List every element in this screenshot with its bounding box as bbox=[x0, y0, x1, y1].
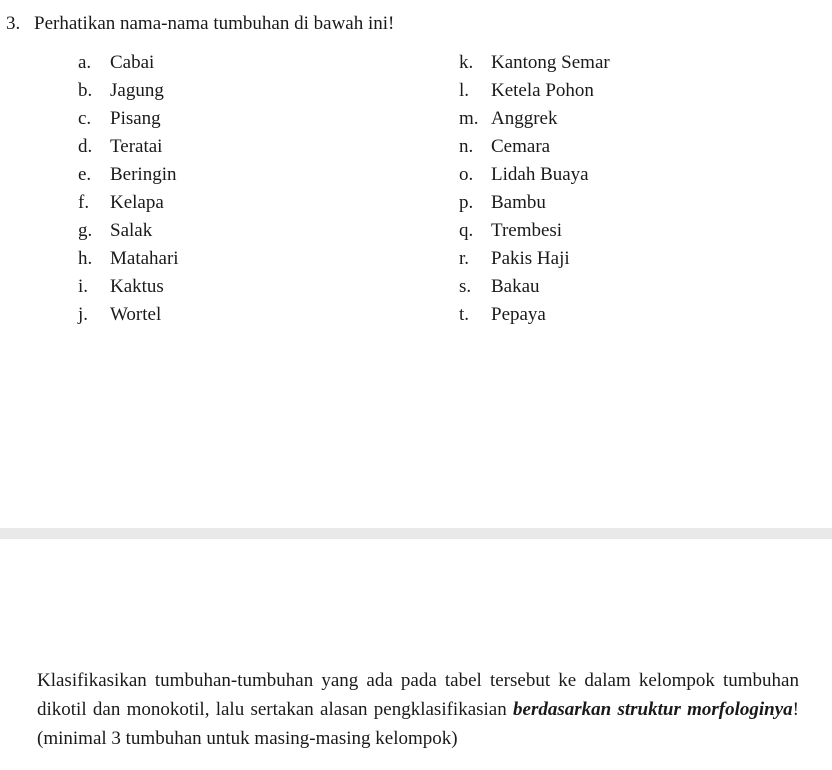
item-letter: o. bbox=[459, 164, 474, 185]
list-item bbox=[78, 245, 179, 273]
item-name: Anggrek bbox=[491, 108, 558, 129]
item-letter: c. bbox=[78, 108, 92, 129]
list-item bbox=[459, 49, 610, 77]
item-name: Kaktus bbox=[110, 276, 164, 297]
item-letter: k. bbox=[459, 52, 474, 73]
item-letter: q. bbox=[459, 220, 474, 241]
plant-list-right bbox=[459, 49, 610, 329]
list-item bbox=[78, 77, 179, 105]
list-item bbox=[459, 133, 610, 161]
list-item bbox=[78, 161, 179, 189]
list-item bbox=[78, 49, 179, 77]
item-name: Jagung bbox=[110, 80, 164, 101]
list-item bbox=[459, 189, 610, 217]
item-letter: d. bbox=[78, 136, 93, 157]
item-name: Pepaya bbox=[491, 304, 546, 325]
instruction-part-1: Klasifikasikan tumbuhan-tumbuhan yang ada pada tabel tersebut ke dalam kelompok tumbuhan dikotil dan monokotil, lalu sertakan alasan pengklasifikasian bbox=[37, 670, 799, 720]
item-letter: h. bbox=[78, 248, 93, 269]
item-letter: a. bbox=[78, 52, 92, 73]
item-letter: r. bbox=[459, 248, 470, 269]
item-name: Teratai bbox=[110, 136, 163, 157]
item-letter: n. bbox=[459, 136, 474, 157]
item-letter: f. bbox=[78, 192, 90, 213]
instruction-panel bbox=[0, 539, 832, 770]
item-letter: s. bbox=[459, 276, 472, 297]
item-name: Cabai bbox=[110, 52, 155, 73]
item-letter: i. bbox=[78, 276, 89, 297]
instruction-text bbox=[37, 666, 799, 753]
plant-list-left bbox=[78, 49, 179, 329]
item-name: Beringin bbox=[110, 164, 177, 185]
item-name: Trembesi bbox=[491, 220, 563, 241]
item-letter: b. bbox=[78, 80, 93, 101]
list-item bbox=[459, 273, 610, 301]
instruction-part-2: ! (minimal 3 tumbuhan untuk masing-masing kelompok) bbox=[37, 699, 799, 749]
list-item bbox=[78, 105, 179, 133]
section-divider bbox=[0, 528, 832, 539]
item-letter: t. bbox=[459, 304, 470, 325]
list-item bbox=[78, 133, 179, 161]
list-item bbox=[459, 77, 610, 105]
item-letter: j. bbox=[78, 304, 89, 325]
list-item bbox=[78, 273, 179, 301]
item-letter: p. bbox=[459, 192, 474, 213]
item-name: Kelapa bbox=[110, 192, 164, 213]
item-name: Lidah Buaya bbox=[491, 164, 589, 185]
list-item bbox=[78, 189, 179, 217]
item-letter: m. bbox=[459, 108, 479, 129]
item-name: Pisang bbox=[110, 108, 161, 129]
question-number: 3. bbox=[6, 13, 21, 34]
item-name: Bakau bbox=[491, 276, 540, 297]
item-name: Cemara bbox=[491, 136, 551, 157]
item-letter: e. bbox=[78, 164, 92, 185]
list-item bbox=[459, 161, 610, 189]
item-name: Kantong Semar bbox=[491, 52, 610, 73]
item-name: Matahari bbox=[110, 248, 179, 269]
list-item bbox=[78, 217, 179, 245]
item-letter: g. bbox=[78, 220, 93, 241]
item-name: Bambu bbox=[491, 192, 546, 213]
question-text: Perhatikan nama-nama tumbuhan di bawah ini! bbox=[34, 13, 395, 34]
item-name: Wortel bbox=[110, 304, 162, 325]
question-heading bbox=[6, 10, 394, 38]
instruction-emphasis: berdasarkan struktur morfologinya bbox=[513, 699, 793, 720]
item-name: Pakis Haji bbox=[491, 248, 570, 269]
list-item bbox=[459, 217, 610, 245]
list-item bbox=[459, 301, 610, 329]
list-item bbox=[459, 245, 610, 273]
item-letter: l. bbox=[459, 80, 470, 101]
list-item bbox=[78, 301, 179, 329]
item-name: Salak bbox=[110, 220, 153, 241]
list-item bbox=[459, 105, 610, 133]
item-name: Ketela Pohon bbox=[491, 80, 594, 101]
